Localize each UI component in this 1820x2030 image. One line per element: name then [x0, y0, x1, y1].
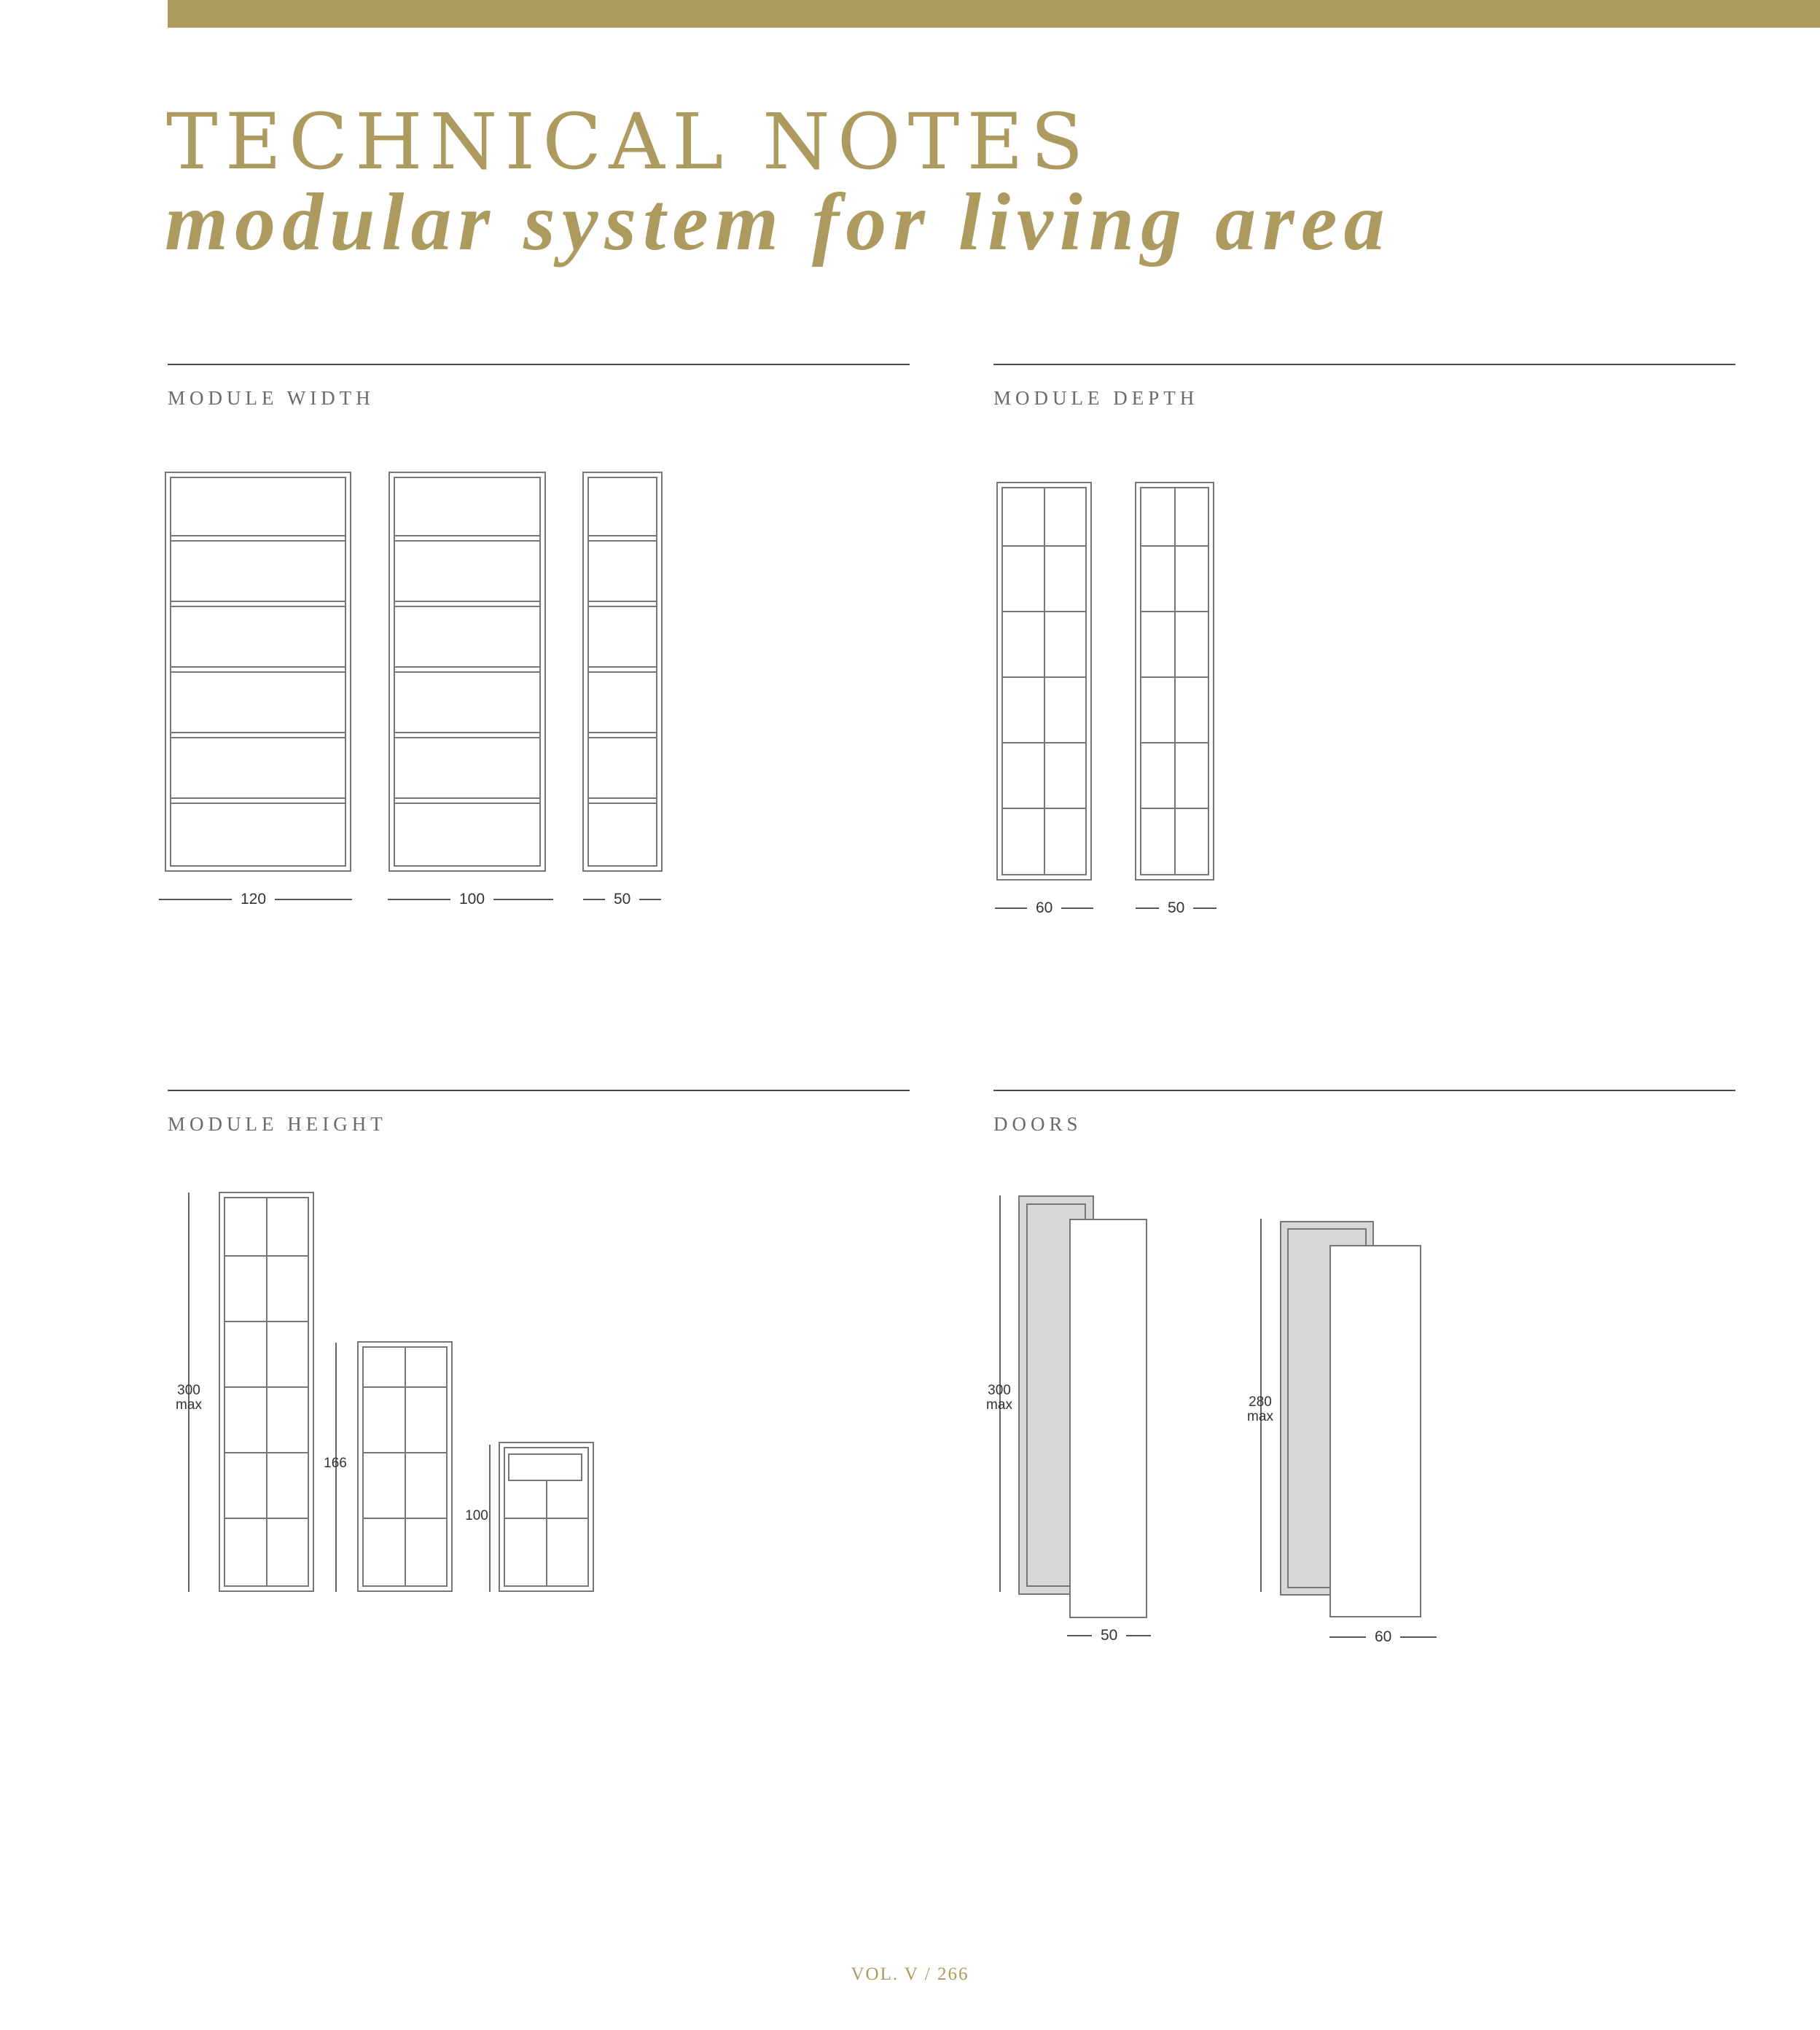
- page-number: VOL. V / 266: [851, 1964, 969, 1984]
- cabinet-100-side-drawing: [499, 1443, 593, 1591]
- bookcase-50-drawing: [583, 472, 662, 871]
- bookcase-166-side-drawing: [358, 1342, 452, 1591]
- module-depth-drawings: [995, 480, 1221, 881]
- doors-drawings: [1017, 1194, 1425, 1624]
- dimension-width-120: 120: [159, 891, 352, 908]
- dimension-depth-60: 60: [995, 899, 1093, 917]
- section-divider: [993, 364, 1735, 365]
- section-label-doors: DOORS: [993, 1113, 1082, 1135]
- side-view-50-drawing: [1136, 483, 1214, 880]
- door-300-drawing: [1019, 1196, 1147, 1617]
- section-divider: [168, 1090, 910, 1091]
- section-label-module-depth: MODULE DEPTH: [993, 387, 1199, 409]
- module-width-drawings: [163, 470, 673, 878]
- door-width-dimension-60: 60: [1329, 1628, 1437, 1646]
- page-subtitle: modular system for living area: [165, 177, 1391, 268]
- dimension-width-50: 50: [583, 891, 661, 908]
- header-accent-bar: [168, 0, 1820, 28]
- door-height-label-300: 300 max: [986, 1383, 1012, 1413]
- section-divider: [993, 1090, 1735, 1091]
- bookcase-100-drawing: [389, 472, 545, 871]
- bookcase-300-side-drawing: [219, 1192, 313, 1591]
- section-label-module-width: MODULE WIDTH: [168, 387, 375, 409]
- module-height-drawings: [217, 1190, 596, 1595]
- bookcase-120-drawing: [165, 472, 351, 871]
- dimension-width-100: 100: [388, 891, 553, 908]
- side-view-60-drawing: [997, 483, 1091, 880]
- door-height-label-280: 280 max: [1247, 1394, 1273, 1424]
- door-280-drawing: [1281, 1222, 1421, 1617]
- door-width-dimension-50: 50: [1067, 1627, 1151, 1644]
- section-divider: [168, 364, 910, 365]
- height-label-100: 100: [465, 1508, 488, 1523]
- height-label-166: 166: [324, 1456, 347, 1471]
- page-title: TECHNICAL NOTES: [166, 97, 1091, 187]
- height-label-300: 300 max: [176, 1383, 202, 1413]
- section-label-module-height: MODULE HEIGHT: [168, 1113, 387, 1135]
- dimension-depth-50: 50: [1136, 899, 1216, 917]
